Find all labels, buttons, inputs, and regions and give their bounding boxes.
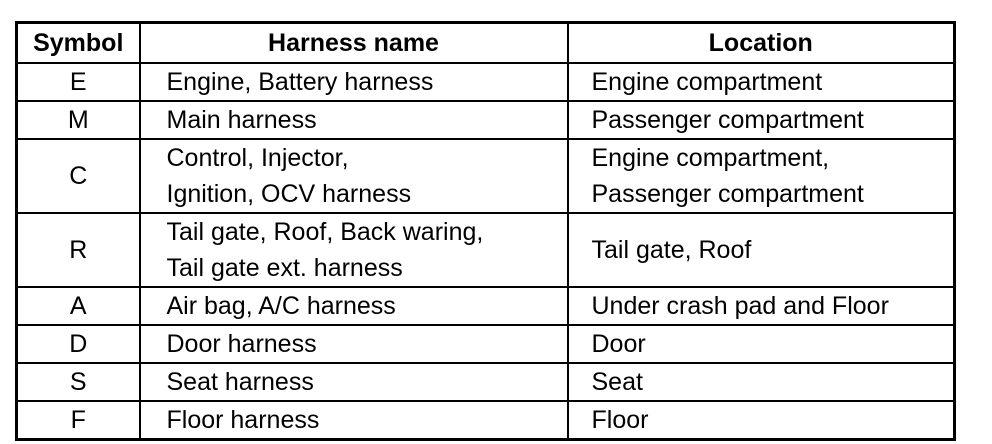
- symbol-cell: A: [17, 287, 140, 325]
- harness-name-line: Control, Injector,: [166, 144, 349, 172]
- symbol-cell: E: [17, 63, 140, 101]
- harness-name-line: Seat harness: [166, 368, 314, 396]
- table-body: [17, 63, 955, 440]
- harness-name-cell: [140, 63, 568, 101]
- harness-name-line: Door harness: [166, 330, 317, 358]
- harness-name-cell: [140, 213, 568, 287]
- location-cell: [568, 139, 955, 213]
- table-row: [17, 101, 955, 139]
- location-cell: [568, 401, 955, 440]
- location-line: Tail gate, Roof: [591, 236, 752, 264]
- table-row: [17, 213, 955, 287]
- harness-name-line: Air bag, A/C harness: [166, 292, 396, 320]
- column-header-location: Location: [568, 23, 955, 64]
- table-row: [17, 287, 955, 325]
- harness-name-cell: [140, 363, 568, 401]
- location-cell: [568, 363, 955, 401]
- harness-name-cell: [140, 325, 568, 363]
- table-row: [17, 363, 955, 401]
- symbol-cell: S: [17, 363, 140, 401]
- harness-table: [15, 21, 956, 441]
- location-cell: [568, 287, 955, 325]
- location-cell: [568, 63, 955, 101]
- location-line: Passenger compartment: [591, 106, 864, 134]
- symbol-cell: D: [17, 325, 140, 363]
- location-cell: [568, 213, 955, 287]
- location-line: Engine compartment: [591, 68, 823, 96]
- table-row: [17, 325, 955, 363]
- harness-name-cell: [140, 139, 568, 213]
- symbol-cell: R: [17, 213, 140, 287]
- harness-name-line: Floor harness: [166, 406, 320, 434]
- column-header-symbol: Symbol: [17, 23, 140, 64]
- harness-name-line: Main harness: [166, 106, 317, 134]
- column-header-harness-name: Harness name: [140, 23, 568, 64]
- location-line: Seat: [591, 368, 643, 396]
- harness-name-line: Tail gate ext. harness: [166, 254, 403, 282]
- location-line: Passenger compartment: [591, 180, 864, 208]
- table-row: [17, 63, 955, 101]
- table-header-row: [17, 23, 955, 64]
- location-cell: [568, 101, 955, 139]
- harness-name-cell: [140, 401, 568, 440]
- symbol-cell: F: [17, 401, 140, 440]
- table-row: [17, 139, 955, 213]
- harness-table-container: [15, 21, 956, 441]
- symbol-cell: M: [17, 101, 140, 139]
- symbol-cell: C: [17, 139, 140, 213]
- harness-name-line: Engine, Battery harness: [166, 68, 434, 96]
- location-line: Engine compartment,: [591, 144, 830, 172]
- location-line: Door: [591, 330, 646, 358]
- location-line: Under crash pad and Floor: [591, 292, 889, 320]
- table-row: [17, 401, 955, 440]
- location-line: Floor: [591, 406, 649, 434]
- harness-name-line: Ignition, OCV harness: [166, 180, 412, 208]
- harness-name-cell: [140, 287, 568, 325]
- location-cell: [568, 325, 955, 363]
- harness-name-cell: [140, 101, 568, 139]
- harness-name-line: Tail gate, Roof, Back waring,: [166, 218, 484, 246]
